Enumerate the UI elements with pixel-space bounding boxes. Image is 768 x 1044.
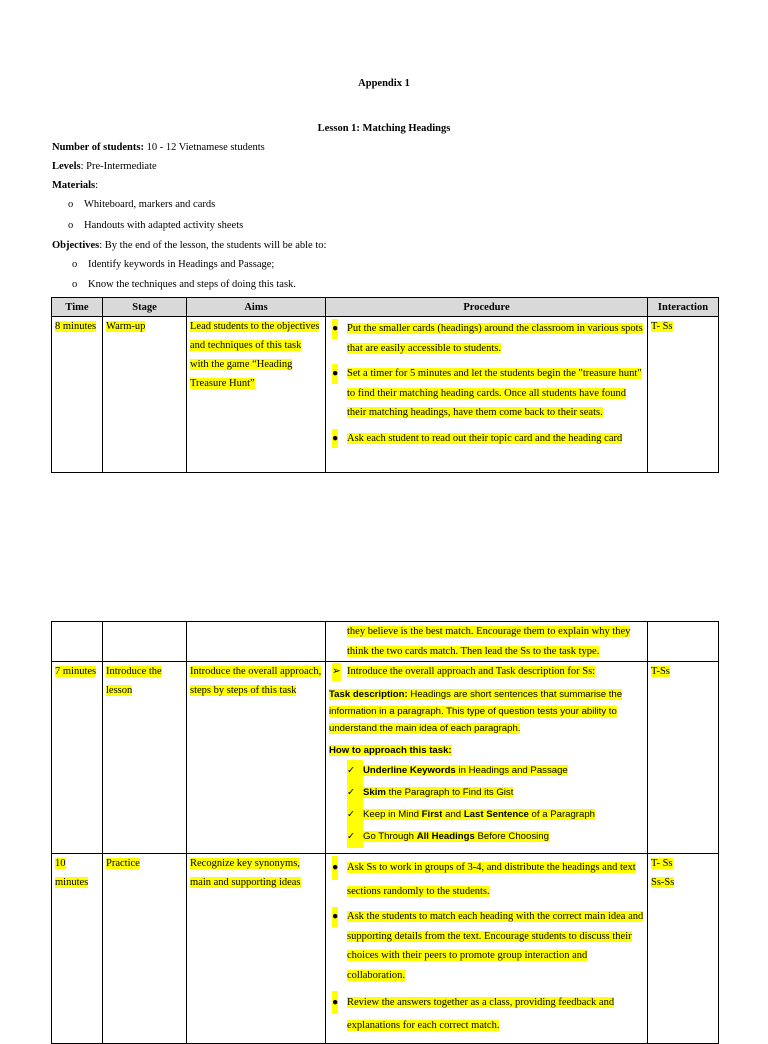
task-description: Task description: Headings are short sentences that summarise the information in a paragraph. This type of question tests your ability to understand the main idea of each paragraph. xyxy=(329,689,623,734)
bullet-icon: ● xyxy=(332,907,338,927)
levels-value: : Pre-Intermediate xyxy=(80,161,157,172)
students-line xyxy=(52,142,265,153)
levels-label: Levels xyxy=(52,161,81,172)
step-item: ✓ Skim the Paragraph to Find its Gist xyxy=(329,782,644,804)
header-time: Time xyxy=(52,298,103,317)
aims-cell: Introduce the overall approach, steps by steps of this task xyxy=(187,662,326,854)
circle-bullet-icon: o xyxy=(68,220,74,231)
aims-cell: Lead students to the objectives and techniques of this task with the game “Heading Treasure Hunt” xyxy=(187,317,326,473)
materials-colon: : xyxy=(95,180,99,191)
check-icon: ✓ xyxy=(347,804,363,826)
table-row xyxy=(52,317,719,473)
objectives-value: : By the end of the lesson, the students will be able to: xyxy=(99,240,327,251)
procedure-cell xyxy=(326,662,648,854)
procedure-item: ● Set a timer for 5 minutes and let the students begin the "treasure hunt" to find their matching heading cards. Once all students have found their matching headings, have them come back to their seats. xyxy=(329,364,644,423)
bullet-icon: ● xyxy=(332,429,338,449)
appendix-title: Appendix 1 xyxy=(358,78,410,89)
circle-bullet-icon: o xyxy=(68,199,74,210)
interaction-cell xyxy=(648,622,719,662)
procedure-item: ● Ask each student to read out their topic card and the heading card xyxy=(329,429,644,449)
stage-cell: Warm-up xyxy=(103,317,187,473)
lesson-plan-table-continued xyxy=(51,621,719,1044)
students-value: 10 - 12 Vietnamese students xyxy=(143,142,265,153)
procedure-cell: they believe is the best match. Encourage them to explain why they think the two cards match. Then lead the Ss to the task type. xyxy=(326,622,648,662)
students-label: Number of students: xyxy=(52,142,144,153)
objective-item: o Know the techniques and steps of doing this task. xyxy=(72,279,296,290)
time-cell: 7 minutes xyxy=(52,662,103,854)
aims-cell xyxy=(187,622,326,662)
table-row xyxy=(52,854,719,1044)
step-item: ✓ Go Through All Headings Before Choosing xyxy=(329,826,644,848)
header-stage: Stage xyxy=(103,298,187,317)
interaction-cell: T- Ss Ss-Ss xyxy=(648,854,719,1044)
check-icon: ✓ xyxy=(347,782,363,804)
bullet-icon: ● xyxy=(332,991,338,1014)
time-cell xyxy=(52,622,103,662)
check-icon: ✓ xyxy=(347,826,363,848)
table-row xyxy=(52,662,719,854)
levels-line xyxy=(52,161,157,172)
header-aims: Aims xyxy=(187,298,326,317)
procedure-item: ● Review the answers together as a class, providing feedback and explanations for each correct match. xyxy=(329,991,644,1037)
interaction-cell: T-Ss xyxy=(648,662,719,854)
step-item: ✓ Keep in Mind First and Last Sentence of a Paragraph xyxy=(329,804,644,826)
bullet-icon: ● xyxy=(332,856,338,880)
materials-label: Materials xyxy=(52,180,96,191)
header-interaction: Interaction xyxy=(648,298,719,317)
procedure-item: ● Ask the students to match each heading with the correct main idea and supporting details from the text. Encourage students to discuss their choices with their peers to promote group interaction and collaboration. xyxy=(329,907,644,985)
time-cell: 8 minutes xyxy=(52,317,103,473)
procedure-cell xyxy=(326,317,648,473)
table-header-row xyxy=(52,298,719,317)
check-icon: ✓ xyxy=(347,760,363,782)
bullet-icon: ● xyxy=(332,319,338,339)
objectives-line xyxy=(52,240,326,251)
circle-bullet-icon: o xyxy=(72,279,78,290)
arrow-bullet-icon: ➢ xyxy=(332,663,341,681)
material-item: o Handouts with adapted activity sheets xyxy=(68,220,244,231)
aims-cell: Recognize key synonyms, main and supporting ideas xyxy=(187,854,326,1044)
procedure-intro: ➢ Introduce the overall approach and Task description for Ss: xyxy=(329,663,644,681)
table-row xyxy=(52,622,719,662)
procedure-cell xyxy=(326,854,648,1044)
stage-cell: Practice xyxy=(103,854,187,1044)
circle-bullet-icon: o xyxy=(72,259,78,270)
how-to-label: How to approach this task: xyxy=(329,745,452,756)
lesson-plan-table xyxy=(51,297,719,473)
header-procedure: Procedure xyxy=(326,298,648,317)
step-item: ✓ Underline Keywords in Headings and Passage xyxy=(329,760,644,782)
materials-line xyxy=(52,180,98,191)
material-item: o Whiteboard, markers and cards xyxy=(68,199,216,210)
stage-cell: Introduce the lesson xyxy=(103,662,187,854)
bullet-icon: ● xyxy=(332,364,338,384)
objectives-label: Objectives xyxy=(52,240,100,251)
procedure-item: ● Ask Ss to work in groups of 3-4, and distribute the headings and text sections randomly to the students. xyxy=(329,856,644,904)
time-cell: 10 minutes xyxy=(52,854,103,1044)
objective-item: o Identify keywords in Headings and Passage; xyxy=(72,259,275,270)
interaction-cell: T- Ss xyxy=(648,317,719,473)
procedure-item: ● Put the smaller cards (headings) around the classroom in various spots that are easily accessible to students. xyxy=(329,319,644,358)
lesson-title: Lesson 1: Matching Headings xyxy=(317,123,451,134)
stage-cell xyxy=(103,622,187,662)
